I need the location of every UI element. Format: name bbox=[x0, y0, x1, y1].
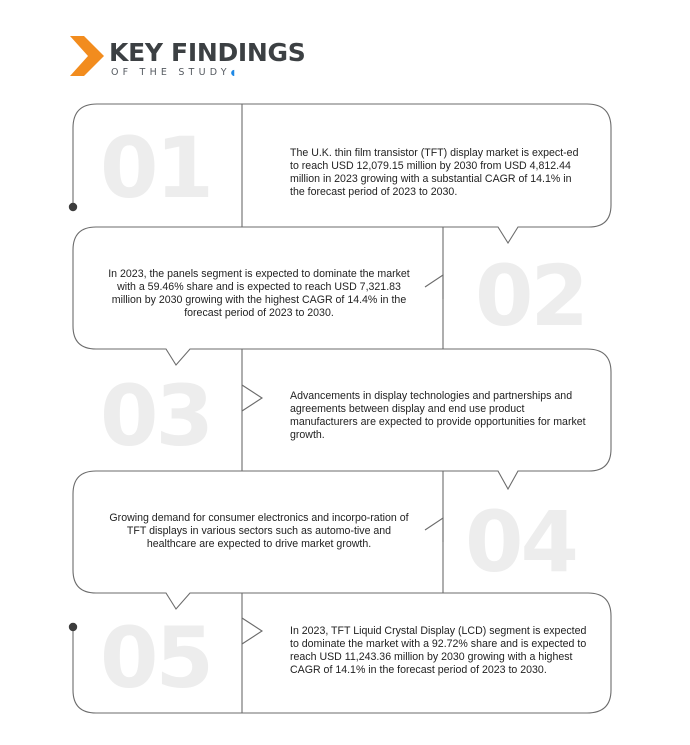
finding-number-3: 03 bbox=[100, 367, 211, 465]
finding-number-2: 02 bbox=[475, 247, 586, 345]
finding-text-5: In 2023, TFT Liquid Crystal Display (LCD) segment is expected to dominate the market with a 92.72% share and is expected to reach USD 11,243.36 million by 2030 growing with a highest CAGR of 14.1% in the forecast period of 2023 to 2030. bbox=[290, 625, 587, 676]
finding-text-2: In 2023, the panels segment is expected to dominate the market with a 59.46% share and is expected to reach USD 7,321.83 million by 2030 growing with the highest CAGR of 14.4% in the forecast period of 2023 to 2030. bbox=[108, 268, 410, 319]
finding-text-4: Growing demand for consumer electronics and incorpo-ration of TFT displays in various sectors such as automo-tive and healthcare are expected to drive market growth. bbox=[109, 512, 409, 550]
page-subtitle: OF THE STUDY◖ bbox=[111, 67, 235, 78]
finding-text-1: The U.K. thin film transistor (TFT) display market is expect-ed to reach USD 12,079.15 million by 2030 from USD 4,812.44 million in 2023 growing with a substantial CAGR of 14.1% in the forecast period of 2023 to 2030. bbox=[290, 147, 579, 198]
page-title: KEY FINDINGS bbox=[109, 38, 306, 67]
finding-text-3: Advancements in display technologies and partnerships and agreements between display and end use product manufacturers are expected to provide opportunities for market growth. bbox=[290, 390, 586, 441]
finding-number-1: 01 bbox=[100, 119, 211, 217]
finding-number-4: 04 bbox=[465, 493, 576, 591]
finding-number-5: 05 bbox=[100, 609, 211, 707]
